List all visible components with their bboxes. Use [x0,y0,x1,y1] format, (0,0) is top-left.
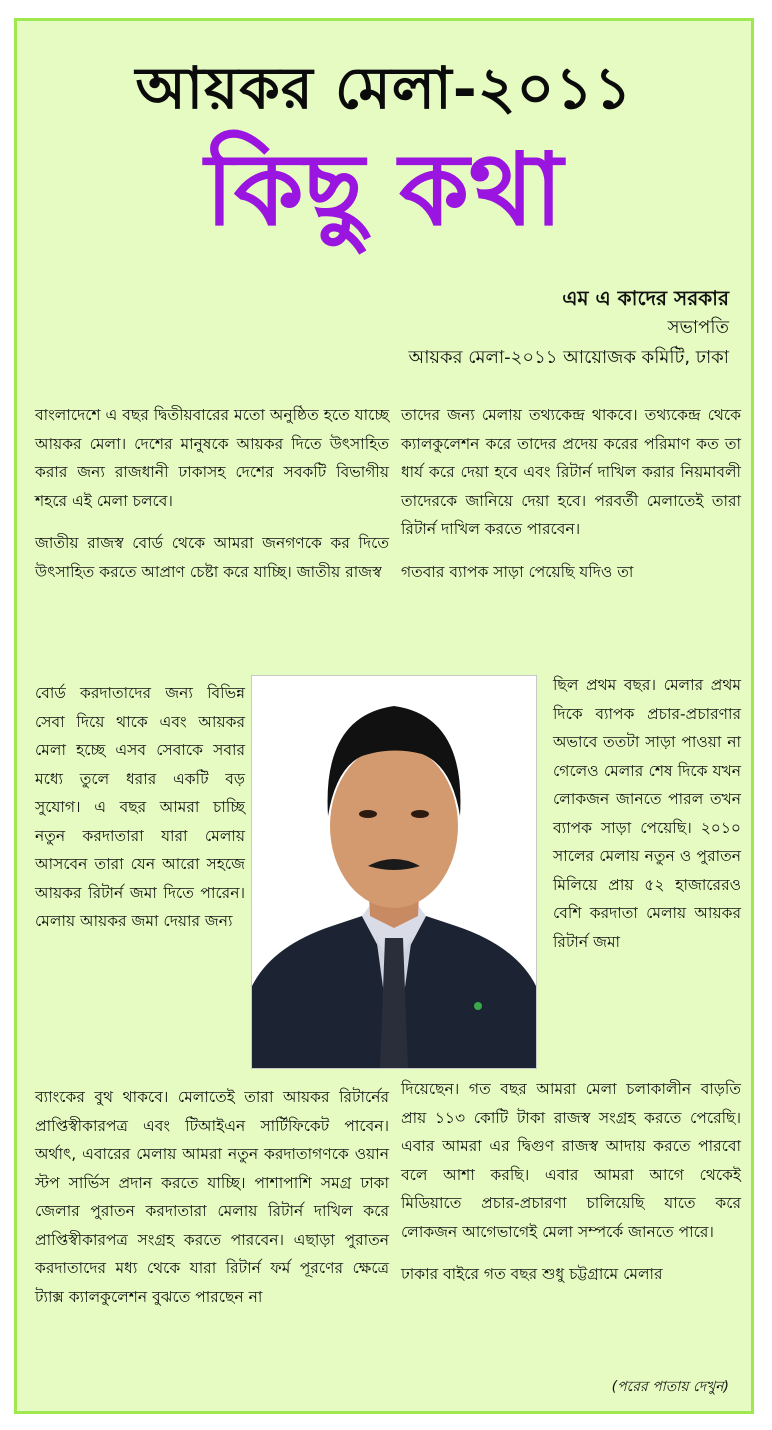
article-page [14,18,754,1414]
paragraph-4-bottom: দিয়েছেন। গত বছর আমরা মেলা চলাকালীন বাড়তি প্রায় ১১৩ কোটি টাকা রাজস্ব সংগ্রহ করতে পেরেছি। এবার আমরা এর দ্বিগুণ রাজস্ব আদায় করতে পারবো বলে আশা করছি। এবার আমরা আগে থেকেই মিডিয়াতে প্রচার-প্রচারণা চালিয়েছি যাতে করে লোকজন আগেভাগেই মেলা সম্পর্কে জানতে পারে। [401,1080,741,1241]
paragraph-2: জাতীয় রাজস্ব বোর্ড থেকে আমরা জনগণকে কর দিতে উৎসাহিত করতে আপ্রাণ চেষ্টা করে যাচ্ছি। জাতীয় রাজস্ব [35,534,389,581]
paragraph-2-bottom: ব্যাংকের বুথ থাকবে। মেলাতেই তারা আয়কর রিটার্নের প্রাপ্তিস্বীকারপত্র এবং টিআইএন সার্টিফিকেট পাবেন। অর্থাৎ, এবারের মেলায় আমরা নতুন করদাতাগণকে ওয়ান স্টপ সার্ভিস প্রদান করতে যাচ্ছি। পাশাপাশি সমগ্র ঢাকা জেলার পুরাতন করদাতারা মেলায় রিটার্ন দাখিল করে প্রাপ্তিস্বীকারপত্র সংগ্রহ করতে পারবেন। এছাড়া পুরাতন করদাতাদের মধ্য থেকে যারা রিটার্ন ফর্ম পূরণের ক্ষেত্রে ট্যাক্স ক্যালকুলেশন বুঝতে পারছেন না [35,1088,389,1306]
author-role: সভাপতি [667,317,729,338]
paragraph-2-wrap: বোর্ড করদাতাদের জন্য বিভিন্ন সেবা দিয়ে থাকে এবং আয়কর মেলা হচ্ছে এসব সেবাকে সবার মধ্যে তুলে ধরার একটি বড় সুযোগ। এ বছর আমরা চাচ্ছি নতুন করদাতারা যারা মেলায় আসবেন তারা যেন আরো সহজে আয়কর রিটার্ন জমা দিতে পারেন। মেলায় আয়কর জমা দেয়ার জন্য [35,684,245,930]
paragraph-5: ঢাকার বাইরে গত বছর শুধু চট্টগ্রামে মেলার [401,1265,663,1283]
column-left-top [35,401,389,600]
column-left-bottom [35,1083,389,1325]
column-right-top [401,401,741,600]
paragraph-3: তাদের জন্য মেলায় তথ্যকেন্দ্র থাকবে। তথ্যকেন্দ্র থেকে ক্যালকুলেশন করে তাদের প্রদেয় করের পরিমাণ কত তা ধার্য করে দেয়া হবে এবং রিটার্ন দাখিল করার নিয়মাবলী তাদেরকে জানিয়ে দেয়া হবে। পরবর্তী মেলাতেই তারা রিটার্ন দাখিল করতে পারবেন। [401,406,741,538]
author-block [408,283,729,373]
page-title: আয়কর মেলা-২০১১ [135,54,633,122]
paragraph-1: বাংলাদেশে এ বছর দ্বিতীয়বারের মতো অনুষ্ঠিত হতে যাচ্ছে আয়কর মেলা। দেশের মানুষকে আয়কর দিতে উৎসাহিত করার জন্য রাজধানী ঢাকাসহ দেশের সবকটি বিভাগীয় শহরে এই মেলা চলবে। [35,406,389,510]
author-portrait [251,675,537,1069]
column-right-bottom [401,1075,741,1303]
paragraph-4-top: গতবার ব্যাপক সাড়া পেয়েছি যদিও তা [401,562,634,581]
paragraph-4-wrap: ছিল প্রথম বছর। মেলার প্রথম দিকে ব্যাপক প্রচার-প্রচারণার অভাবে ততটা সাড়া পাওয়া না গেলেও মেলার শেষ দিকে যখন লোকজন জানতে পারল তখন ব্যাপক সাড়া পেয়েছি। ২০১০ সালের মেলায় নতুন ও পুরাতন মিলিয়ে প্রায় ৫২ হাজারেরও বেশি করদাতা মেলায় আয়কর রিটার্ন জমা [553,676,741,951]
continued-note: (পরের পাতায় দেখুন) [611,1379,729,1395]
column-right-wrap [553,671,741,970]
author-name: এম এ কাদের সরকার [562,286,729,310]
page-subtitle: কিছু কথা [205,130,563,248]
column-left-wrap [35,679,245,950]
author-org: আয়কর মেলা-২০১১ আয়োজক কমিটি, ঢাকা [408,347,729,368]
